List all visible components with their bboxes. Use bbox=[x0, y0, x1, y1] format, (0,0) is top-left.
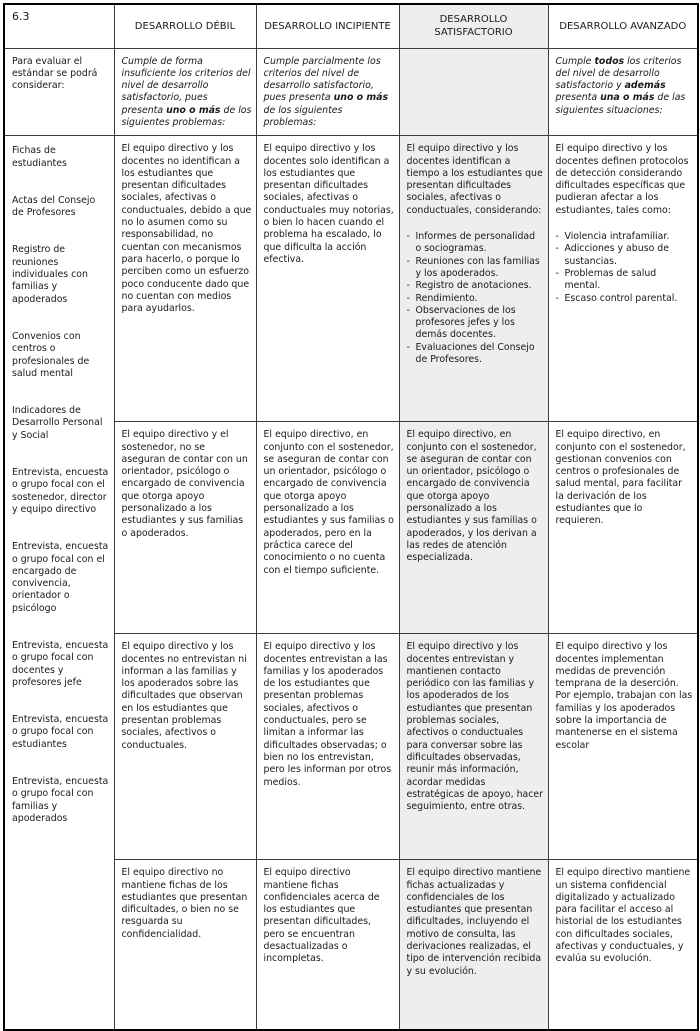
col-header-desarrollo-avanzado: DESARROLLO AVANZADO bbox=[548, 4, 698, 48]
cell-incipiente-row3: El equipo directivo y los docentes entrevistan a las familias y los apoderados de los estudiantes que presentan problemas sociales, afectivos o conductuales, pero se limitan a informar las dificultades observadas; o bien no los entrevistan, pero les informan por otros medios. bbox=[256, 634, 399, 860]
descriptor-satisfactorio-empty bbox=[399, 48, 548, 136]
bullet-item: - Adicciones y abuso de sustancias. bbox=[556, 243, 694, 268]
bullet-item: - Escaso control parental. bbox=[556, 293, 694, 305]
cell-intro: El equipo directivo y los docentes definen protocolos de detección considerando dificultades específicas que pudieran afectar a los estudiantes, tales como: bbox=[555, 143, 689, 216]
evidence-source-item: Registro de reuniones individuales con familias y apoderados bbox=[12, 244, 88, 305]
col-header-desarrollo-incipiente: DESARROLLO INCIPIENTE bbox=[256, 4, 399, 48]
evidence-source-item: Entrevista, encuesta o grupo focal con el encargado de convivencia, orientador o psicólogo bbox=[12, 541, 109, 614]
bullet-item: - Rendimiento. bbox=[407, 293, 544, 305]
cell-debil-row1: El equipo directivo y los docentes no identifican a los estudiantes que presentan dificultades sociales, afectivas o conductuales, debido a que no lo asumen como su responsabilidad, no cuentan con mecanismos para hacerlo, o porque lo perciben como un esfuerzo poco conducente dado que no cuentan con medios para ayudarlos. bbox=[114, 136, 256, 422]
evidence-source-item: Entrevista, encuesta o grupo focal con el sostenedor, director y equipo directivo bbox=[12, 467, 109, 515]
bullet-item: - Observaciones de los profesores jefes y los demás docentes. bbox=[407, 305, 544, 342]
descriptor-incipiente: Cumple parcialmente los criterios del nivel de desarrollo satisfactorio, pues presenta uno o más de los siguientes problemas: bbox=[256, 48, 399, 136]
cell-satisfactorio-row4: El equipo directivo mantiene fichas actualizadas y confidenciales de los estudiantes que presentan dificultades, incluyendo el motivo de consulta, las derivaciones realizadas, el tipo de intervención recibida y su evolución. bbox=[399, 860, 548, 1030]
cell-incipiente-row4: El equipo directivo mantiene fichas confidenciales acerca de los estudiantes que presentan dificultades, pero se encuentran desactualizadas o incompletas. bbox=[256, 860, 399, 1030]
col-header-desarrollo-debil: DESARROLLO DÉBIL bbox=[114, 4, 256, 48]
bullet-item: - Problemas de salud mental. bbox=[556, 268, 694, 293]
cell-avanzado-row1 bbox=[548, 136, 698, 422]
cell-incipiente-row1: El equipo directivo y los docentes solo identifican a los estudiantes que presentan dificultades sociales, afectivas o conductuales muy notorias, o bien lo hacen cuando el problema ha escalado, lo que dificulta la acción efectiva. bbox=[256, 136, 399, 422]
bullet-item: - Violencia intrafamiliar. bbox=[556, 231, 694, 243]
evaluation-note: Para evaluar el estándar se podrá considerar: bbox=[4, 48, 114, 136]
cell-intro: El equipo directivo y los docentes identifican a tiempo a los estudiantes que presentan dificultades sociales, afectivas o conductuales, considerando: bbox=[406, 143, 543, 216]
evidence-source-item: Entrevista, encuesta o grupo focal con estudiantes bbox=[12, 714, 109, 750]
cell-debil-row4: El equipo directivo no mantiene fichas de los estudiantes que presentan dificultades, o bien no se resguarda su confidencialidad. bbox=[114, 860, 256, 1030]
evidence-source-item: Entrevista, encuesta o grupo focal con familias y apoderados bbox=[12, 776, 109, 824]
cell-avanzado-row3: El equipo directivo y los docentes implementan medidas de prevención temprana de la deserción. Por ejemplo, trabajan con las familias y los apoderados sobre la importancia de mantenerse en el sistema escolar bbox=[548, 634, 698, 860]
cell-satisfactorio-row3: El equipo directivo y los docentes entrevistan y mantienen contacto periódico con las familias y los apoderados de los estudiantes que presentan problemas sociales, afectivos o conductuales para conversar sobre las dificultades observadas, reunir más información, acordar medidas estratégicas de apoyo, hacer seguimiento, entre otras. bbox=[399, 634, 548, 860]
descriptor-debil: Cumple de forma insuficiente los criterios del nivel de desarrollo satisfactorio, pues presenta uno o más de los siguientes problemas: bbox=[114, 48, 256, 136]
standard-code: 6.3 bbox=[4, 4, 114, 48]
bullet-item: - Informes de personalidad o sociogramas. bbox=[407, 231, 544, 256]
evidence-source-item: Convenios con centros o profesionales de salud mental bbox=[12, 330, 90, 379]
evidence-source-item: Actas del Consejo de Profesores bbox=[12, 194, 96, 219]
bullet-item: - Evaluaciones del Consejo de Profesores. bbox=[407, 342, 544, 367]
cell-debil-row3: El equipo directivo y los docentes no entrevistan ni informan a las familias y los apoderados sobre las dificultades que observan en los estudiantes que presentan problemas sociales, afectivos o conductuales. bbox=[114, 634, 256, 860]
evidence-source-item: Fichas de estudiantes bbox=[12, 145, 67, 169]
cell-incipiente-row2: El equipo directivo, en conjunto con el sostenedor, se aseguran de contar con un orientador, psicólogo o encargado de convivencia que otorga apoyo personalizado a los estudiantes y sus familias o apoderados, pero en la práctica carece del conocimiento o no cuenta con el tiempo suficiente. bbox=[256, 422, 399, 634]
descriptor-avanzado: Cumple todos los criterios del nivel de desarrollo satisfactorio y además presenta una o más de las siguientes situaciones: bbox=[548, 48, 698, 136]
cell-satisfactorio-row1 bbox=[399, 136, 548, 422]
cell-avanzado-row2: El equipo directivo, en conjunto con el sostenedor, gestionan convenios con centros o profesionales de salud mental, para facilitar la derivación de los estudiantes que lo requieren. bbox=[548, 422, 698, 634]
rubric-table bbox=[3, 3, 699, 1031]
bullet-item: - Registro de anotaciones. bbox=[407, 280, 544, 292]
cell-avanzado-row4: El equipo directivo mantiene un sistema confidencial digitalizado y actualizado para facilitar el acceso al historial de los estudiantes con dificultades sociales, afectivas y conductuales, y evalúa su evolución. bbox=[548, 860, 698, 1030]
evidence-source-item: Indicadores de Desarrollo Personal y Social bbox=[12, 405, 103, 441]
cell-satisfactorio-row2: El equipo directivo, en conjunto con el sostenedor, se aseguran de contar con un orientador, psicólogo o encargado de convivencia que otorga apoyo personalizado a los estudiantes y sus familias o apoderados, y los derivan a las redes de atención especializada. bbox=[399, 422, 548, 634]
evidence-sources-list bbox=[4, 136, 114, 1030]
evidence-source-item: Entrevista, encuesta o grupo focal con docentes y profesores jefe bbox=[12, 640, 109, 688]
bullet-item: - Reuniones con las familias y los apoderados. bbox=[407, 256, 544, 281]
cell-debil-row2: El equipo directivo y el sostenedor, no se aseguran de contar con un orientador, psicólogo o encargado de convivencia que otorga apoyo personalizado a los estudiantes y sus familias o apoderados. bbox=[114, 422, 256, 634]
col-header-desarrollo-satisfactorio: DESARROLLO SATISFACTORIO bbox=[399, 4, 548, 48]
